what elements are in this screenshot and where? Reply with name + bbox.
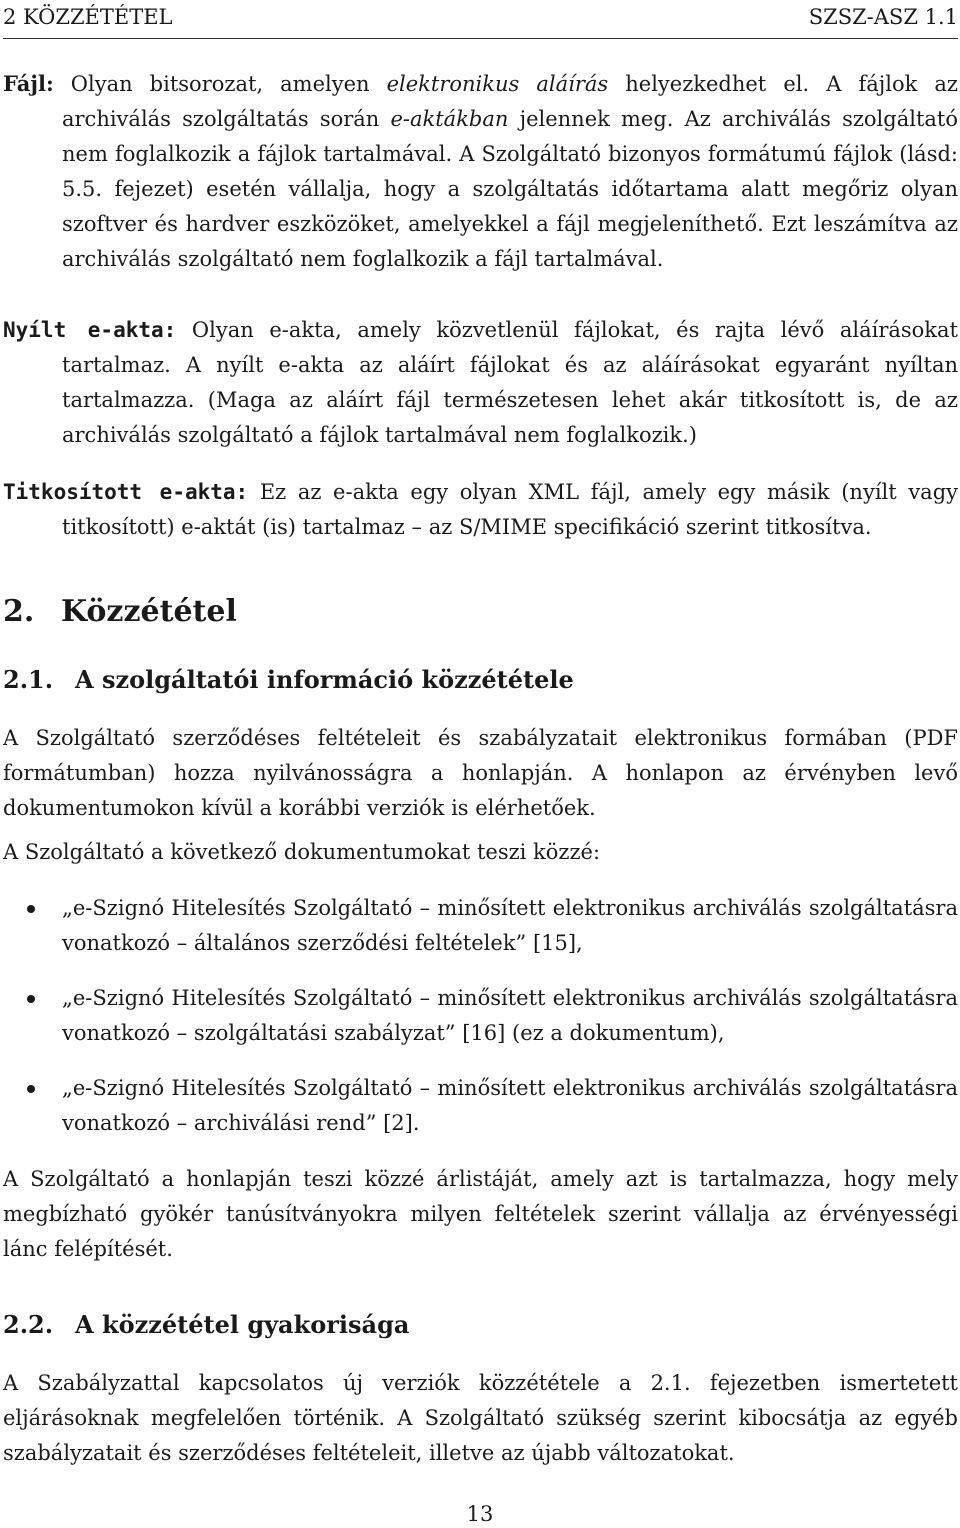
subsection-heading-2-1	[3, 663, 574, 697]
definition-term: Fájl:	[3, 71, 54, 96]
definition-term: Titkosított e-akta:	[3, 480, 249, 504]
subsection-heading-2-2	[3, 1308, 409, 1342]
section-title: Közzététel	[61, 594, 237, 629]
definition-titkositott-e-akta	[3, 475, 958, 545]
bullet-icon	[27, 1085, 35, 1093]
paragraph: A Szabályzattal kapcsolatos új verziók közzététele a 2.1. fejezetben ismertetett eljárásoknak megfelelően történik. A Szolgáltató szükség szerint kibocsátja az egyéb szabályzatait és szerződéses feltételeit, illetve az újabb változatokat.	[3, 1371, 958, 1465]
definition-term: Nyílt e-akta:	[3, 318, 177, 342]
definition-nyilt-e-akta	[3, 313, 958, 453]
running-head	[3, 2, 958, 32]
subsection-title: A közzététel gyakorisága	[75, 1310, 410, 1339]
bullet-icon	[27, 905, 35, 913]
subsection-number: 2.2.	[3, 1310, 54, 1339]
document-list	[3, 891, 958, 1161]
list-item: „e-Szignó Hitelesítés Szolgáltató – minősített elektronikus archiválás szolgáltatásra vonatkozó – archiválási rend” [2].	[3, 1071, 958, 1141]
definition-titkositott-e-akta-text: Titkosított e-akta: Ez az e-akta egy olyan XML fájl, amely egy másik (nyílt vagy titkosított) e-aktát (is) tartalmaz – az S/MIME specifikáció szerint titkosítva.	[3, 480, 959, 539]
bullet-icon	[27, 995, 35, 1003]
definition-fajl	[3, 66, 958, 277]
running-head-chapter: 2 KÖZZÉTÉTEL	[3, 5, 173, 29]
subsection-title: A szolgáltatói információ közzététele	[75, 665, 574, 694]
emphasis: elektronikus aláírás	[386, 72, 609, 96]
list-item: „e-Szignó Hitelesítés Szolgáltató – minősített elektronikus archiválás szolgáltatásra vonatkozó – általános szerződési feltételek” [15],	[3, 891, 958, 961]
paragraph: A Szolgáltató a honlapján teszi közzé árlistáját, amely azt is tartalmazza, hogy mely megbízható gyökér tanúsítványokra milyen feltételek szerint vállalja az érvényességi lánc felépítését.	[3, 1167, 958, 1261]
definition-fajl-text: Fájl: Olyan bitsorozat, amelyen elektronikus aláírás helyezkedhet el. A fájlok az archiválás szolgáltatás során e-aktákban jelennek meg. Az archiválás szolgáltató nem foglalkozik a fájlok tartalmával. A Szolgáltató bizonyos formátumú fájlok (lásd: 5.5. fejezet) esetén vállalja, hogy a szolgáltatás időtartama alatt megőriz olyan szoftver és hardver eszközöket, amelyekkel a fájl megjeleníthető. Ezt leszámítva az archiválás szolgáltató nem foglalkozik a fájl tartalmával.	[3, 71, 958, 271]
header-rule	[3, 38, 958, 39]
page-number: 13	[466, 1502, 494, 1526]
paragraph: A Szolgáltató a következő dokumentumokat teszi közzé:	[3, 840, 601, 864]
section-number: 2.	[3, 594, 35, 629]
subsection-number: 2.1.	[3, 665, 54, 694]
list-item: „e-Szignó Hitelesítés Szolgáltató – minősített elektronikus archiválás szolgáltatásra vonatkozó – szolgáltatási szabályzat” [16] (ez a dokumentum),	[3, 981, 958, 1051]
section-heading	[3, 592, 237, 632]
paragraph: A Szolgáltató szerződéses feltételeit és szabályzatait elektronikus formában (PDF formátumban) hozza nyilvánosságra a honlapján. A honlapon az érvényben levő dokumentumokon kívül a korábbi verziók is elérhetőek.	[3, 726, 958, 820]
running-head-doc-id: SZSZ-ASZ 1.1	[808, 5, 958, 29]
definition-nyilt-e-akta-text: Nyílt e-akta: Olyan e-akta, amely közvetlenül fájlokat, és rajta lévő aláírásokat tartalmaz. A nyílt e-akta az aláírt fájlokat és az aláírásokat egyaránt nyíltan tartalmazza. (Maga az aláírt fájl természetesen lehet akár titkosított is, de az archiválás szolgáltató a fájlok tartalmával nem foglalkozik.)	[3, 318, 958, 447]
emphasis: e-aktákban	[390, 107, 509, 131]
